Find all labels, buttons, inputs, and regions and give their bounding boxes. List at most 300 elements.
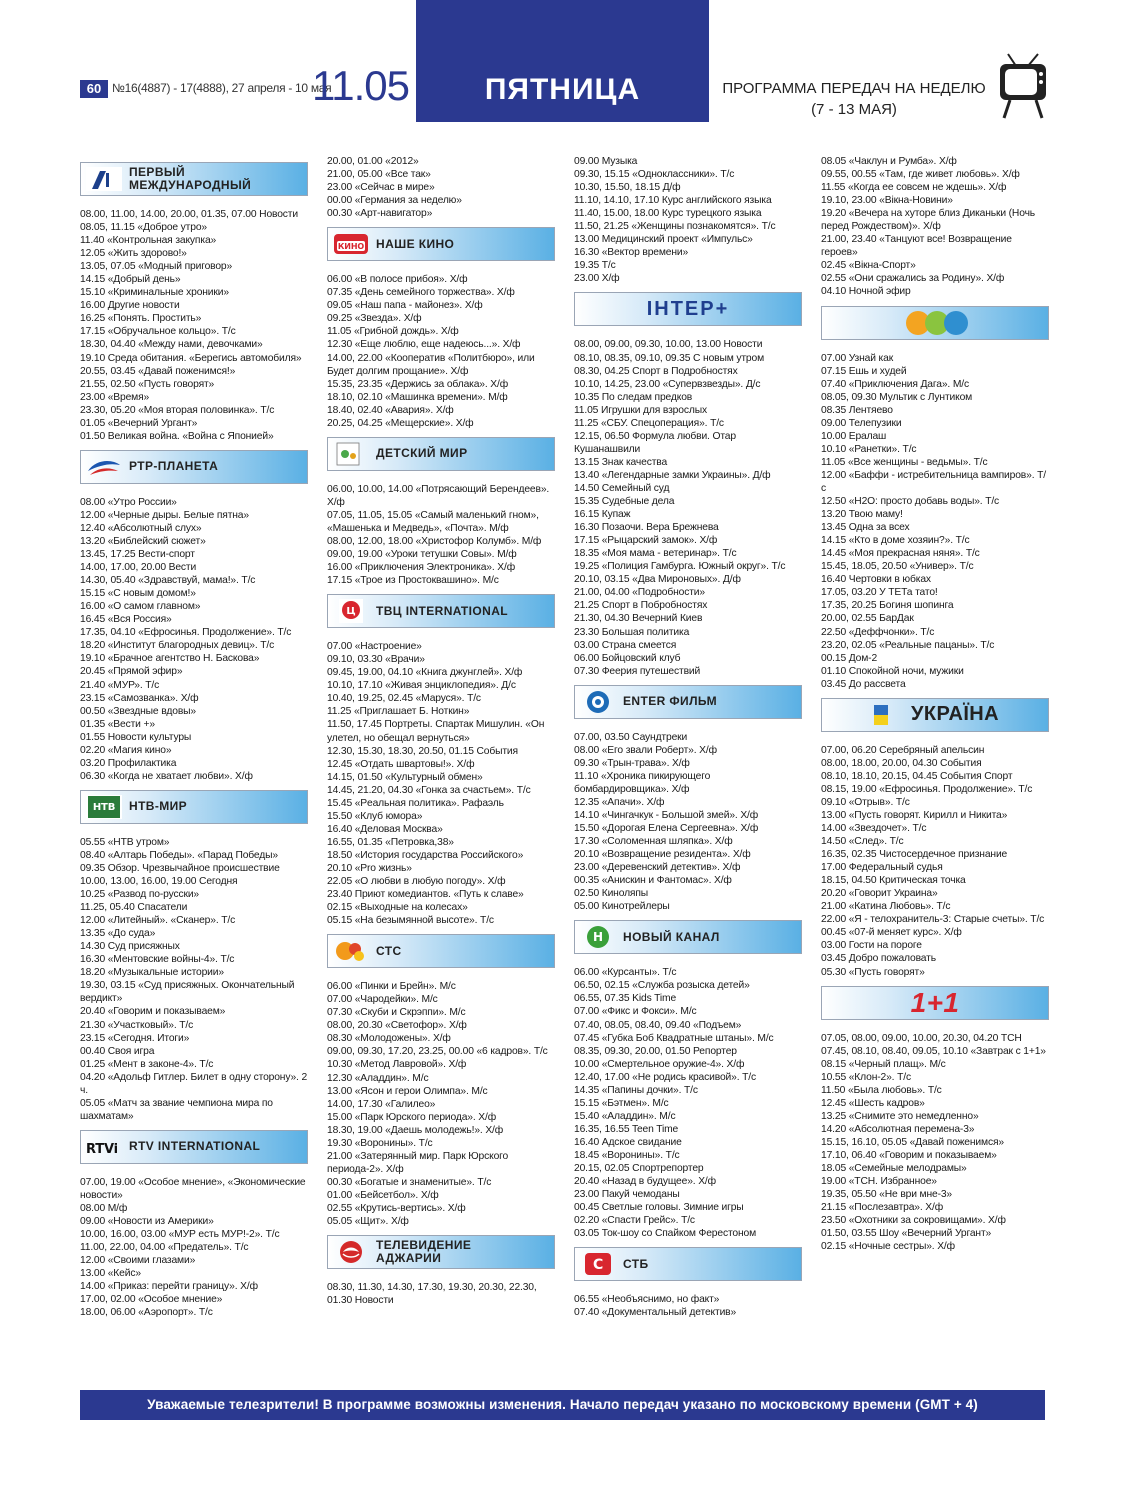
program-entry: 14.15 «Кто в доме хозяин?». Т/с: [821, 535, 970, 547]
page-number: 60: [80, 80, 108, 98]
program-entry: 22.00 «Я - телохранитель-3: Старые счеты». Т/с: [821, 914, 1045, 926]
ntv-logo-icon: [86, 795, 122, 819]
program-entry: 14.00 «Звездочет». Т/с: [821, 823, 927, 835]
program-entry: 06.55, 07.35 Kids Time: [574, 993, 677, 1005]
channel-header: [574, 292, 802, 326]
program-entry: 10.10, 14.25, 23.00 «Супервзвезды». Д/с: [574, 378, 761, 390]
program-entry: 14.00, 22.00 «Кооператив «Политбюро», или Будет долгим прощание». Х/ф: [327, 352, 535, 377]
program-entry: 17.35, 04.10 «Ефросинья. Продолжение». Т/с: [80, 627, 292, 639]
program-entry: 06.55 «Необъяснимо, но факт»: [574, 1294, 720, 1306]
program-entry: 23.00 Х/ф: [574, 273, 620, 285]
channel-header: [821, 986, 1049, 1020]
program-entry: 12.00 «Своими глазами»: [80, 1255, 196, 1267]
program-entry: 03.45 Добро пожаловать: [821, 953, 936, 965]
program-entry: 08.05, 09.30 Мультик с Лунтиком: [821, 391, 973, 403]
column-2: [327, 155, 555, 1307]
program-entry: 18.10, 02.10 «Машинка времени». М/ф: [327, 391, 508, 403]
channel-header: [327, 934, 555, 968]
program-entry: 09.10, 03.30 «Врачи»: [327, 654, 425, 666]
program-entry: 14.15, 01.50 «Культурный обмен»: [327, 771, 483, 783]
program-entry: 07.00, 03.50 Саундтреки: [574, 731, 688, 743]
program-entry: 19.10, 23.00 «Вікна-Новини»: [821, 195, 953, 207]
issue-info: №16(4887) - 17(4888), 27 апреля - 10 мая: [112, 81, 332, 95]
program-entry: 15.15 «С новым домом!»: [80, 588, 196, 600]
program-entry: 13.20 Твою маму!: [821, 509, 903, 521]
program-entry: 21.40 «МУР». Т/с: [80, 679, 160, 691]
program-entry: 16.15 Купаж: [574, 509, 631, 521]
week-title: [718, 78, 990, 120]
program-entry: 09.00, 09.30, 17.20, 23.25, 00.00 «6 кадров». Т/с: [327, 1046, 548, 1058]
program-entry: 10.00, 16.00, 03.00 «МУР есть МУР!-2». Т/с: [80, 1229, 280, 1241]
program-entry: 03.05 Ток-шоу со Спайком Ферестоном: [574, 1228, 757, 1240]
program-entry: 11.55 «Когда ее совсем не ждешь». Х/ф: [821, 182, 1007, 194]
program-entry: 17.15 «Обручальное кольцо». Т/с: [80, 326, 236, 338]
program-entry: 01.25 «Мент в законе-4». Т/с: [80, 1058, 214, 1070]
program-entry: 06.00 Бойцовский клуб: [574, 652, 681, 664]
program-entry: 21.30 «Участковый». Т/с: [80, 1019, 194, 1031]
program-entry: 14.10 «Чингачкук - Большой змей». Х/ф: [574, 809, 759, 821]
program-entry: 10.10 «Ранетки». Т/с: [821, 443, 917, 455]
program-entry: 02.45 «Вікна-Спорт»: [821, 260, 916, 272]
channel-name: ІНТЕР+: [646, 297, 730, 320]
program-entry: 18.00, 06.00 «Аэропорт». Т/с: [80, 1307, 213, 1319]
program-entry: 12.30, 15.30, 18.30, 20.50, 01.15 События: [327, 745, 518, 757]
channel-name: 1+1: [910, 987, 960, 1019]
program-entry: 10.30, 15.50, 18.15 Д/ф: [574, 182, 681, 194]
channel-header: [574, 1247, 802, 1281]
svg-text:Н: Н: [593, 930, 603, 945]
program-entry: 09.10 «Отрыв». Т/с: [821, 796, 910, 808]
program-entry: 14.20 «Абсолютная перемена-3»: [821, 1123, 975, 1135]
tv-icon: [998, 52, 1048, 122]
program-entry: 10.10, 17.10 «Живая энциклопедия». Д/с: [327, 680, 516, 692]
program-entry: 01.55 Новости культуры: [80, 731, 192, 743]
program-entry: 06.00 «В полосе прибоя». Х/ф: [327, 274, 468, 286]
program-entry: 11.25 «СБУ. Спецоперация». Т/с: [574, 417, 724, 429]
program-entry: 02.55 «Они сражались за Родину». Х/ф: [821, 273, 1005, 285]
program-entry: 23.20, 02.05 «Реальные пацаны». Т/с: [821, 639, 995, 651]
channel-name: ДЕТСКИЙ МИР: [376, 446, 468, 461]
program-entry: 12.05 «Жить здорово!»: [80, 248, 187, 260]
program-entry: 16.25 «Понять. Простить»: [80, 313, 202, 325]
program-entry: 02.55 «Крутись-вертись». Х/ф: [327, 1203, 466, 1214]
program-entry: 04.10 Ночной эфир: [821, 286, 911, 298]
program-entry: 08.00, 12.00, 18.00 «Христофор Колумб». М/ф: [327, 535, 542, 547]
program-entry: 16.00 «Приключения Электроника». Х/ф: [327, 562, 516, 574]
program-entry: 09.30 «Трын-трава». Х/ф: [574, 757, 690, 769]
program-entry: 15.35 Судебные дела: [574, 496, 675, 508]
program-entry: 03.20 Профилактика: [80, 757, 177, 769]
program-entry: 05.05 «Щит». Х/ф: [327, 1216, 409, 1228]
program-entry: 11.05 Игрушки для взрослых: [574, 404, 707, 416]
program-entry: 09.00, 19.00 «Уроки тетушки Совы». М/ф: [327, 549, 517, 561]
program-entry: 20.25, 04.25 «Мещерские». Х/ф: [327, 417, 474, 429]
program-entry: 03.00 Страна смеется: [574, 639, 677, 651]
adjara-logo-icon: [333, 1240, 369, 1264]
program-entry: 15.15 «Бэтмен». М/с: [574, 1097, 669, 1109]
program-entry: 07.00 Узнай как: [821, 352, 894, 364]
program-entry: 18.50 «История государства Российского»: [327, 849, 524, 861]
program-entry: 11.05 «Все женщины - ведьмы». Т/с: [821, 456, 988, 468]
program-entry: 11.00, 22.00, 04.00 «Предатель». Т/с: [80, 1242, 249, 1254]
program-entry: 09.25 «Звезда». Х/ф: [327, 313, 422, 325]
program-entry: 00.50 «Звездные вдовы»: [80, 705, 196, 717]
program-entry: 12.40, 17.00 «Не родись красивой». Т/с: [574, 1071, 756, 1083]
program-entry: 11.50, 21.25 «Женщины познакомятся». Т/с: [574, 221, 776, 233]
program-entry: 15.15, 16.10, 05.05 «Давай поженимся»: [821, 1136, 1004, 1148]
channel-header: [327, 594, 555, 628]
channel-name: СТБ: [623, 1256, 649, 1271]
channel-name: ENTER ФИЛЬМ: [623, 694, 718, 709]
program-entry: 23.00 «Деревенский детектив». Х/ф: [574, 862, 741, 874]
program-entry: 08.00, 18.00, 20.00, 04.30 События: [821, 757, 982, 769]
program-entry: 07.35 «День семейного торжества». Х/ф: [327, 287, 515, 299]
program-entry: 08.40 «Алтарь Победы». «Парад Победы»: [80, 849, 278, 861]
program-entry: 20.00, 01.00 «2012»: [327, 156, 419, 167]
date: 11.05: [312, 62, 409, 109]
program-entry: 16.35, 02.35 Чистосердечное признание: [821, 849, 1008, 861]
program-entry: 12.30 «Еще люблю, еще надеюсь...». Х/ф: [327, 339, 521, 351]
novy-logo-icon: [580, 925, 616, 949]
program-entry: 04.20 «Адольф Гитлер. Билет в одну сторону». 2 ч.: [80, 1071, 308, 1096]
program-entry: 11.50 «Была любовь». Т/с: [821, 1084, 942, 1096]
program-entry: 15.35, 23.35 «Держись за облака». Х/ф: [327, 378, 509, 390]
program-entry: 00.45 Светлые головы. Зимние игры: [574, 1202, 744, 1214]
program-entry: 23.00 Пакуй чемоданы: [574, 1189, 680, 1201]
program-entry: 07.30 Феерия путешествий: [574, 665, 701, 677]
program-entry: 09.55, 00.55 «Там, где живет любовь». Х/ф: [821, 169, 1020, 181]
program-entry: 14.00, 17.00, 20.00 Вести: [80, 562, 197, 574]
program-entry: 20.10 «Pro жизнь»: [327, 862, 412, 874]
program-entry: 08.00 «Утро России»: [80, 496, 177, 508]
program-entry: 10.25 «Развод по-русски»: [80, 889, 199, 901]
channel-header: [80, 1130, 308, 1164]
program-entry: 07.00, 19.00 «Особое мнение», «Экономические новости»: [80, 1176, 306, 1201]
program-entry: 13.25 «Снимите это немедленно»: [821, 1110, 979, 1122]
program-entry: 08.15 «Черный плащ». М/с: [821, 1058, 946, 1070]
program-entry: 16.30 Позаочи. Вера Брежнева: [574, 522, 719, 534]
program-entry: 14.00 «Приказ: перейти границу». Х/ф: [80, 1281, 258, 1293]
program-entry: 01.05 «Вечерний Ургант»: [80, 417, 198, 429]
program-entry: 00.00 «Германия за неделю»: [327, 195, 462, 207]
program-entry: 08.05, 11.15 «Доброе утро»: [80, 222, 207, 234]
program-entry: 18.20 «Музыкальные истории»: [80, 967, 224, 979]
program-entry: 06.00 «Пинки и Брейн». М/с: [327, 981, 456, 993]
program-entry: 08.30, 04.25 Спорт в Подробностях: [574, 365, 738, 377]
program-entry: 14.15 «Добрый день»: [80, 274, 181, 286]
program-entry: 10.00 Ералаш: [821, 430, 887, 442]
program-entry: 00.45 «07-й меняет курс». Х/ф: [821, 927, 962, 939]
program-entry: 01.10 Спокойной ночи, мужики: [821, 665, 964, 677]
week-title-text: ПРОГРАММА ПЕРЕДАЧ НА НЕДЕЛЮ: [722, 80, 986, 97]
program-entry: 11.10 «Хроника пикирующего бомбардировщика». Х/ф: [574, 770, 711, 795]
program-entry: 22.05 «О любви в любую погоду». Х/ф: [327, 876, 506, 888]
program-entry: 03.45 До рассвета: [821, 678, 906, 690]
program-entry: 23.00 «Время»: [80, 391, 150, 403]
program-entry: 09.35 Обзор. Чрезвычайное происшествие: [80, 862, 280, 874]
program-entry: 17.30 «Соломенная шляпка». Х/ф: [574, 836, 733, 848]
program-entry: 20.10 «Возвращение резидента». Х/ф: [574, 849, 751, 861]
program-entry: 23.00 «Сейчас в мире»: [327, 182, 435, 194]
program-entry: 17.00, 02.00 «Особое мнение»: [80, 1294, 223, 1306]
program-entry: 20.40 «Назад в будущее». Х/ф: [574, 1176, 716, 1188]
program-entry: 08.00, 09.00, 09.30, 10.00, 13.00 Новости: [574, 339, 763, 351]
program-entry: 08.35, 09.30, 20.00, 01.50 Репортер: [574, 1045, 737, 1057]
program-entry: 21.00, 04.00 «Подробности»: [574, 587, 705, 599]
program-entry: 12.40 «Абсолютный слух»: [80, 522, 202, 534]
program-entry: 19.20 «Вечера на хуторе близ Диканьки (Ночь перед Рождеством)». Х/ф: [821, 208, 1035, 233]
program-entry: 17.05, 03.20 У ТЕТа тато!: [821, 587, 938, 599]
program-entry: 06.00, 10.00, 14.00 «Потрясающий Берендеев». Х/ф: [327, 483, 550, 508]
program-entry: 11.25 «Приглашает Б. Ноткин»: [327, 706, 470, 718]
program-entry: 18.05 «Семейные мелодрамы»: [821, 1163, 967, 1175]
program-entry: 16.00 «О самом главном»: [80, 601, 201, 613]
program-entry: 00.15 Дом-2: [821, 652, 878, 664]
program-entry: 14.00, 17.30 «Галилео»: [327, 1098, 436, 1110]
program-entry: 23.15 «Сегодня. Итоги»: [80, 1032, 190, 1044]
program-entry: 08.35 Лентяево: [821, 404, 893, 416]
program-entry: 18.35 «Моя мама - ветеринар». Т/с: [574, 548, 737, 560]
program-entry: 12.15, 06.50 Формула любви. Отар Кушанашвили: [574, 430, 736, 455]
program-entry: 18.20 «Институт благородных девиц». Т/с: [80, 640, 275, 652]
rtvi-logo-icon: [86, 1135, 122, 1159]
program-entry: 11.40, 15.00, 18.00 Курс турецкого языка: [574, 208, 762, 220]
program-entry: 09.45, 19.00, 04.10 «Книга джунглей». Х/ф: [327, 667, 523, 679]
program-entry: 13.00 «Пусть говорят. Кирилл и Никита»: [821, 809, 1008, 821]
program-entry: 19.30 «Воронины». Т/с: [327, 1137, 433, 1149]
program-entry: 14.35 «Папины дочки». Т/с: [574, 1084, 698, 1096]
program-entry: 13.15 Знак качества: [574, 456, 668, 468]
program-entry: 11.10, 14.10, 17.10 Курс английского языка: [574, 195, 772, 207]
channel-name: RTV INTERNATIONAL: [129, 1139, 261, 1154]
channel-header: [574, 685, 802, 719]
program-entry: 07.45, 08.10, 08.40, 09.05, 10.10 «Завтрак с 1+1»: [821, 1045, 1046, 1057]
program-entry: 10.55 «Клон-2». Т/с: [821, 1071, 911, 1083]
program-entry: 08.00, 20.30 «Светофор». Х/ф: [327, 1020, 467, 1032]
program-entry: 18.45 «Воронины». Т/с: [574, 1150, 680, 1161]
svg-text:С: С: [592, 1257, 604, 1274]
channel-header: [80, 162, 308, 196]
program-entry: 16.45 «Вся Россия»: [80, 614, 172, 626]
program-entry: 03.00 Гости на пороге: [821, 940, 922, 952]
program-entry: 14.45, 21.20, 04.30 «Гонка за счастьем». Т/с: [327, 784, 531, 796]
program-entry: 07.45 «Губка Боб Квадратные штаны». М/с: [574, 1032, 774, 1044]
program-entry: 02.15 «Выходные на колесах»: [327, 902, 468, 914]
program-entry: 06.50, 02.15 «Служба розыска детей»: [574, 980, 750, 992]
tvc-logo-icon: [333, 599, 369, 623]
program-entry: 16.40 Чертовки в юбках: [821, 574, 931, 586]
program-entry: 13.00 «Ясон и герои Олимпа». М/с: [327, 1085, 488, 1097]
rtr-logo-icon: [86, 455, 122, 479]
channel-header: [327, 1235, 555, 1269]
program-entry: 18.30, 19.00 «Даешь молодежь!». Х/ф: [327, 1124, 504, 1136]
program-entry: 05.30 «Пусть говорят»: [821, 966, 925, 978]
program-entry: 21.25 Спорт в Побробностях: [574, 600, 708, 612]
program-entry: 21.55, 02.50 «Пусть говорят»: [80, 378, 215, 390]
program-entry: 13.05, 07.05 «Модный приговор»: [80, 261, 233, 273]
program-entry: 07.30 «Скуби и Скрэппи». М/с: [327, 1007, 466, 1019]
program-entry: 12.00 «Черные дыры. Белые пятна»: [80, 509, 249, 521]
program-entry: 16.30 «Ментовские войны-4». Т/с: [80, 954, 235, 966]
program-entry: 10.00, 13.00, 16.00, 19.00 Сегодня: [80, 876, 238, 888]
svg-text:Ц: Ц: [346, 606, 356, 618]
program-entry: 08.00 «Его звали Роберт». Х/ф: [574, 744, 717, 756]
program-entry: 15.00 «Парк Юрского периода». Х/ф: [327, 1111, 497, 1123]
program-entry: 09.00 «Новости из Америки»: [80, 1216, 214, 1228]
program-entry: 09.05 «Наш папа - майонез». Х/ф: [327, 300, 483, 312]
svg-text:НТВ: НТВ: [92, 801, 116, 813]
program-entry: 11.40 «Контрольная закупка»: [80, 235, 217, 247]
channel-name: УКРАЇНА: [911, 703, 999, 726]
channel-name: НТВ-МИР: [129, 799, 188, 814]
program-entry: 14.30, 05.40 «Здравствуй, мама!». Т/с: [80, 575, 256, 587]
channel-name: НОВЫЙ КАНАЛ: [623, 929, 720, 944]
program-entry: 01.00 «Бейсетбол». Х/ф: [327, 1189, 439, 1201]
program-entry: 17.10, 06.40 «Говорим и показываем»: [821, 1150, 997, 1161]
program-entry: 07.40 «Приключения Дага». М/с: [821, 378, 969, 390]
program-entry: 02.50 Киноляпы: [574, 888, 649, 900]
program-entry: 14.50 «След». Т/с: [821, 836, 904, 848]
program-entry: 20.45 «Прямой эфир»: [80, 666, 183, 678]
program-entry: 21.00 «Катина Любовь». Т/с: [821, 901, 951, 913]
program-entry: 08.10, 18.10, 20.15, 04.45 События Спорт: [821, 770, 1013, 782]
program-entry: 13.45, 17.25 Вести-спорт: [80, 549, 195, 561]
program-entry: 12.00 «Баффи - истребительница вампиров». Т/с: [821, 469, 1046, 494]
program-entry: 02.20 «Спасти Грейс». Т/с: [574, 1215, 695, 1227]
program-entry: 18.15, 04.50 Критическая точка: [821, 875, 966, 887]
program-entry: 12.30 «Аладдин». М/с: [327, 1072, 429, 1084]
program-entry: 23.30 Большая политика: [574, 626, 690, 638]
program-entry: 23.30, 05.20 «Моя вторая половинка». Т/с: [80, 404, 275, 416]
program-entry: 20.55, 03.45 «Давай поженимся!»: [80, 365, 236, 377]
program-entry: 15.45 «Pеальная политика». Рафаэль: [327, 797, 504, 809]
channel-header: [327, 227, 555, 261]
svg-text:RTVi: RTVi: [86, 1141, 118, 1157]
program-entry: 18.40, 02.40 «Авария». Х/ф: [327, 404, 454, 416]
program-entry: 22.50 «Деффчонки». Т/с: [821, 626, 935, 638]
week-range: (7 - 13 МАЯ): [811, 101, 897, 118]
program-entry: 05.05 «Матч за звание чемпиона мира по шахматам»: [80, 1097, 273, 1122]
program-entry: 07.40, 08.05, 08.40, 09.40 «Подъем»: [574, 1019, 742, 1031]
program-entry: 19.35 Т/с: [574, 260, 616, 272]
program-entry: 07.40 «Документальный детектив»: [574, 1307, 737, 1319]
program-entry: 08.10, 08.35, 09.10, 09.35 С новым утром: [574, 352, 765, 364]
channel-name: ПЕРВЫЙ МЕЖДУНАРОДНЫЙ: [129, 165, 252, 192]
program-entry: 09.00 Телепузики: [821, 417, 902, 429]
program-entry: 07.00, 06.20 Серебряный апельсин: [821, 744, 985, 756]
program-entry: 11.25, 05.40 Спасатели: [80, 902, 188, 914]
channel-name: ТВЦ INTERNATIONAL: [376, 603, 508, 618]
program-entry: 11.50, 17.45 Портреты. Спартак Мишулин. «Он улетел, но обещал вернуться»: [327, 719, 545, 744]
program-entry: 05.55 «НТВ утром»: [80, 836, 170, 848]
program-entry: 16.55, 01.35 «Петровка,38»: [327, 836, 454, 848]
program-entry: 15.40 «Аладдин». М/с: [574, 1110, 676, 1122]
program-entry: 07.00 «Настроение»: [327, 641, 422, 653]
program-entry: 02.20 «Магия кино»: [80, 744, 172, 756]
program-entry: 00.40 Своя игра: [80, 1045, 155, 1057]
program-entry: 17.15 «Трое из Простоквашино». М/с: [327, 575, 499, 587]
channel-header: [821, 306, 1049, 340]
program-entry: 14.30 Суд присяжных: [80, 941, 180, 953]
program-entry: 10.30 «Метод Лавровой». Х/ф: [327, 1059, 467, 1071]
sts-logo-icon: [333, 939, 369, 963]
program-entry: 10.40, 19.25, 02.45 «Маруся». Т/с: [327, 693, 481, 705]
program-entry: 14.50 Семейный суд: [574, 482, 670, 494]
column-4: [821, 155, 1049, 1253]
program-entry: 21.00, 23.40 «Танцуют все! Возвращение героев»: [821, 234, 1012, 259]
program-entry: 12.45 «Шесть кадров»: [821, 1097, 925, 1109]
channel-header: [80, 790, 308, 824]
program-entry: 06.00 «Курсанты». Т/с: [574, 967, 677, 979]
program-entry: 07.05, 08.00, 09.00, 10.00, 20.30, 04.20 ТСН: [821, 1032, 1022, 1044]
channel-name: ТЕЛЕВИДЕНИЕ АДЖАРИИ: [376, 1238, 472, 1266]
program-entry: 17.00 Федеральный судья: [821, 862, 943, 874]
program-entry: 20.40 «Говорим и показываем»: [80, 1006, 226, 1018]
program-entry: 17.35, 20.25 Богиня шопинга: [821, 600, 954, 612]
program-entry: 20.00, 02.55 БарДак: [821, 613, 914, 625]
program-entry: 08.30, 11.30, 14.30, 17.30, 19.30, 20.30, 22.30, 01.30 Новости: [327, 1282, 537, 1307]
detsky-mir-logo-icon: [333, 442, 369, 466]
program-entry: 13.35 «До суда»: [80, 928, 156, 940]
program-entry: 21.15 «Послезавтра». Х/ф: [821, 1202, 944, 1214]
program-entry: 10.35 По следам предков: [574, 391, 693, 403]
program-entry: 16.35, 16.55 Teen Time: [574, 1123, 679, 1135]
footer-notice: Уважаемые телезрители! В программе возможны изменения. Начало передач указано по московскому времени (GMT + 4): [80, 1390, 1045, 1420]
channel-name: СТС: [376, 943, 402, 958]
program-entry: 23.40 Приют комедиантов. «Путь к славе»: [327, 889, 524, 901]
program-entry: 15.10 «Криминальные хроники»: [80, 287, 229, 299]
program-entry: 01.50, 03.55 Шоу «Вечерний Ургант»: [821, 1228, 992, 1240]
column-3: [574, 155, 802, 1319]
program-entry: 13.45 Одна за всех: [821, 522, 910, 534]
program-entry: 05.15 «На безымянной высоте». Т/с: [327, 915, 494, 927]
program-entry: 11.05 «Грибной дождь». Х/ф: [327, 326, 459, 338]
tet-logo-icon: [822, 307, 1048, 339]
program-entry: 08.30 «Молодожены». Х/ф: [327, 1033, 451, 1045]
program-entry: 08.00, 11.00, 14.00, 20.00, 01.35, 07.00 Новости: [80, 209, 298, 220]
program-entry: 16.40 «Деловая Москва»: [327, 823, 443, 835]
channel-header: [327, 437, 555, 471]
program-entry: 17.15 «Рыцарский замок». Х/ф: [574, 535, 718, 547]
program-entry: 12.45 «Отдать швартовы!». Х/ф: [327, 758, 475, 770]
program-entry: 00.30 «Арт-навигатор»: [327, 208, 433, 220]
program-entry: 21.30, 04.30 Вечерний Киев: [574, 613, 703, 625]
program-entry: 20.10, 03.15 «Два Мироновых». Д/ф: [574, 574, 741, 586]
program-entry: 21.00 «Затерянный мир. Парк Юрского периода-2». Х/ф: [327, 1150, 509, 1175]
program-entry: 20.20 «Говорит Украина»: [821, 888, 938, 900]
program-entry: 12.50 «Н2О: просто добавь воды». Т/с: [821, 496, 1000, 508]
program-entry: 21.00, 05.00 «Все так»: [327, 169, 431, 181]
program-entry: 10.00 «Смертельное оружие-4». Х/ф: [574, 1058, 745, 1070]
program-entry: 13.20 «Библейский сюжет»: [80, 535, 206, 547]
program-entry: 19.00 «ТСН. Избранное»: [821, 1176, 937, 1188]
program-entry: 01.35 «Вести +»: [80, 718, 155, 730]
program-entry: 16.40 Адское свидание: [574, 1136, 682, 1148]
weekday-banner: ПЯТНИЦА: [416, 0, 709, 122]
program-entry: 07.00 «Чародейки». М/с: [327, 994, 438, 1006]
program-entry: 07.05, 11.05, 15.05 «Самый маленький гном», «Машенька и Медведь», «Почта». М/ф: [327, 509, 539, 534]
program-entry: 19.25 «Полиция Гамбурга. Южный округ». Т/с: [574, 561, 786, 573]
program-entry: 16.00 Другие новости: [80, 300, 180, 312]
program-entry: 07.15 Ешь и худей: [821, 365, 907, 377]
program-entry: 23.15 «Самозванка». Х/ф: [80, 692, 199, 704]
nashe-kino-logo-icon: [333, 232, 369, 256]
program-entry: 14.45 «Моя прекрасная няня». Т/с: [821, 548, 980, 560]
page-header: [0, 0, 1125, 130]
program-entry: 12.00 «Литейный». «Сканер». Т/с: [80, 915, 236, 927]
channel-name: НАШЕ КИНО: [376, 236, 455, 251]
program-entry: 15.50 «Клуб юмора»: [327, 810, 423, 822]
